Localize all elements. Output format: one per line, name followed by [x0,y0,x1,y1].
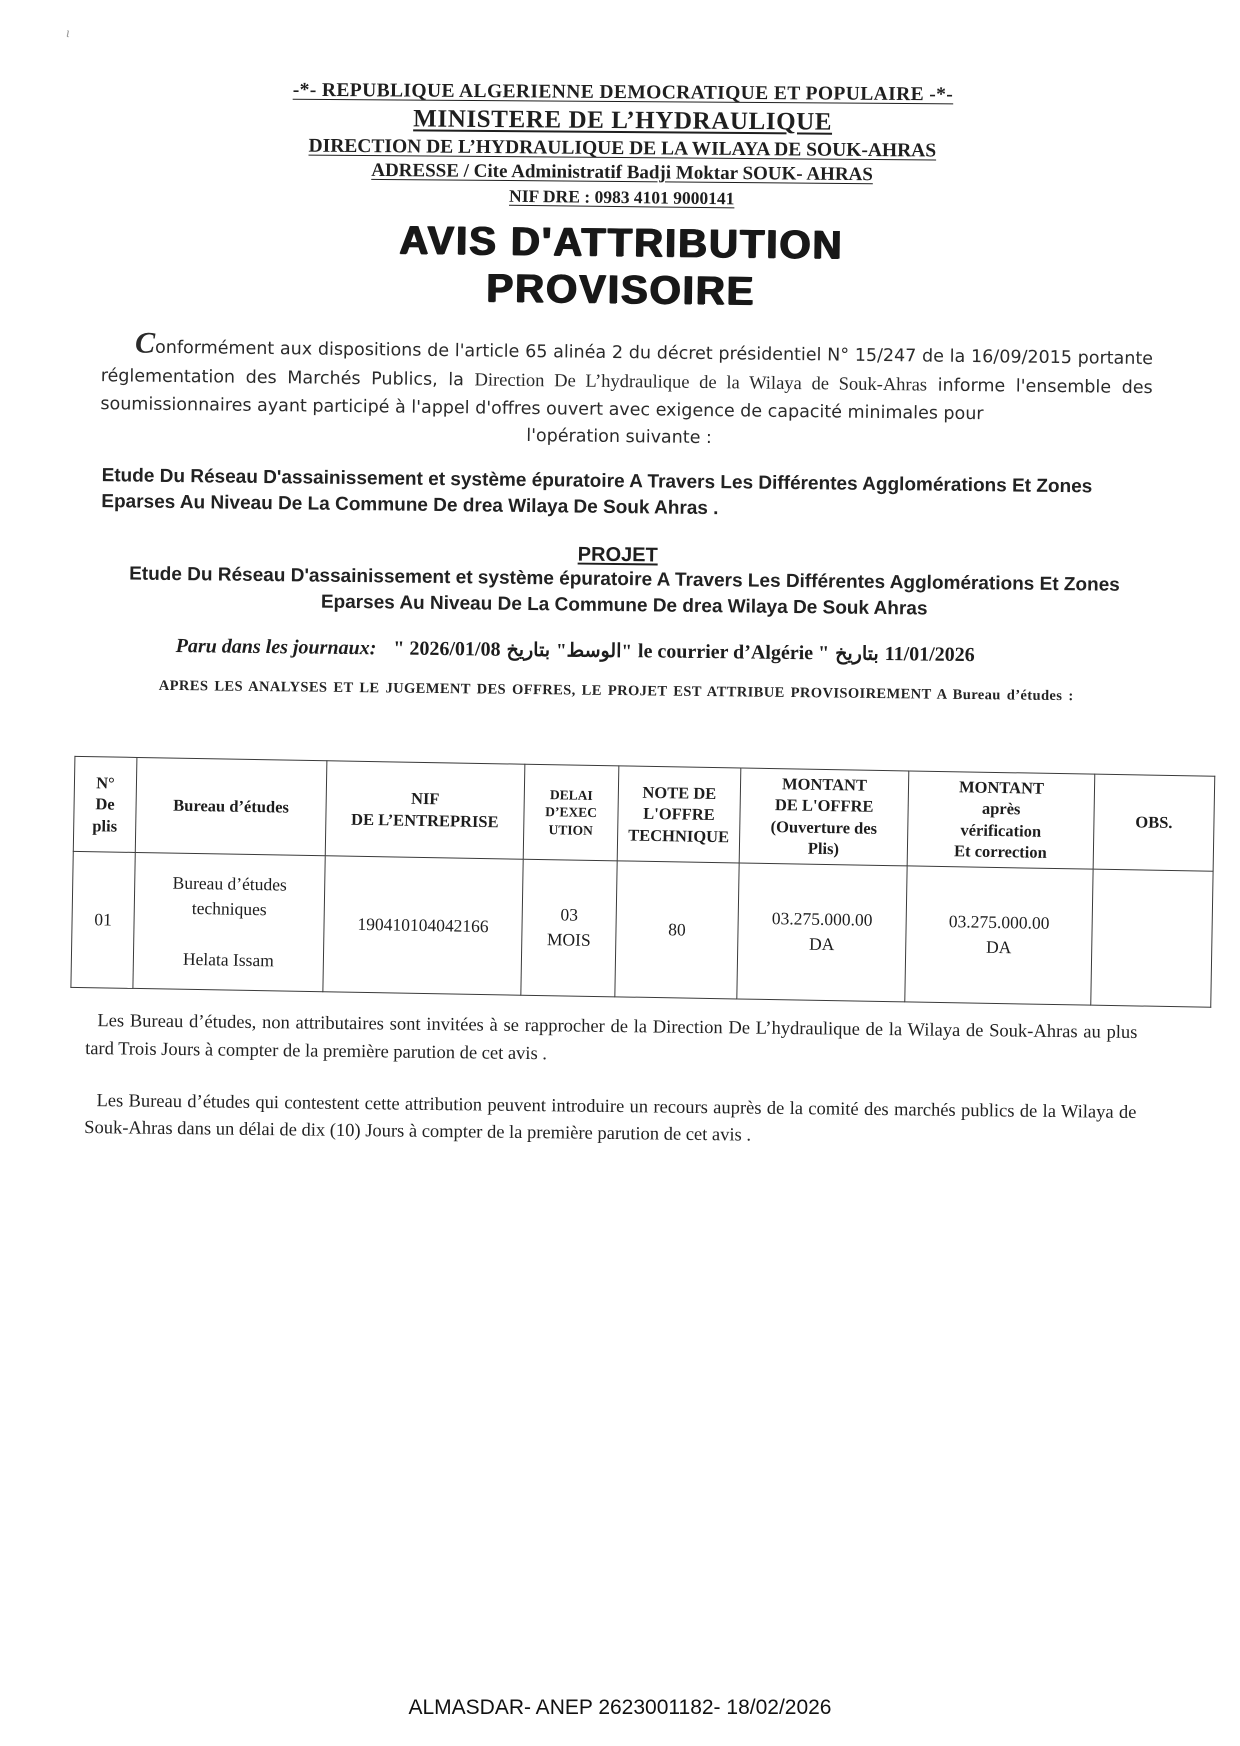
col-header-montant-offre: MONTANT DE L'OFFRE (Ouverture des Plis) [739,768,909,866]
notice-title-line2: PROVISOIRE [486,266,756,314]
cell-obs [1091,869,1213,1007]
closing-paragraph-2: Les Bureau d’études qui contestent cette attribution peuvent introduire un recours auprès de la comité des marchés publics de la Wilaya de Souk-Ahras dans un délai de dix (10) Jours à compter de la première parution de cet avis . [84,1090,1137,1146]
cell-montant-verif: 03.275.000.00 DA [905,866,1093,1005]
address-line: ADRESSE / Cite Administratif Badji Moktar SOUK- AHRAS [371,159,873,186]
attribution-statement: APRES LES ANALYSES ET LE JUGEMENT DES OFFRES, LE PROJET EST ATTRIBUE PROVISOIREMENT A Bureau d’études : [158,678,1074,705]
publication-journal-2: le courrier d’Algérie " [637,640,830,665]
anep-footer: ALMASDAR- ANEP 2623001182- 18/02/2026 [408,1696,832,1719]
cell-delai: 03 MOIS [521,859,617,997]
col-header-delai: DELAI D’EXEC UTION [523,765,619,861]
cell-bureau: Bureau d’études techniques Helata Issam [133,853,325,992]
cell-nif: 190410104042166 [323,856,523,995]
intro-last-line: l'opération suivante : [526,425,713,448]
cell-num-plis: 01 [71,851,135,988]
operation-description: Etude Du Réseau D'assainissement et système épuratoire A Travers Les Différentes Agglomérations Et Zones Eparses Au Niveau De La Commune De drea Wilaya De Souk Ahras . [101,465,1093,520]
cell-montant-offre: 03.275.000.00 DA [737,863,907,1002]
publication-arabic-bitarikh-2: بتاريخ [835,643,879,666]
intro-text-1: onformément aux dispositions de l'article 65 alinéa 2 du décret présidentiel N° 15/247 de la 16/09/2015 portante réglementation des Marchés Publics, la [100,338,1154,391]
publication-line [176,635,1158,669]
projet-heading: PROJET [577,543,658,567]
scan-artifact: ι [64,25,72,42]
nif-line: NIF DRE : 0983 4101 9000141 [509,185,735,209]
publication-arabic-alwasat: "الوسط" [555,640,633,663]
republic-heading: -*- REPUBLIQUE ALGERIENNE DEMOCRATIQUE ET POPULAIRE -*- [292,79,954,106]
col-header-obs: OBS. [1093,775,1215,872]
notice-title [80,214,1163,321]
col-header-nif: NIF DE L’ENTREPRISE [325,761,525,859]
closing-paragraph-1: Les Bureau d’études, non attributaires sont invitées à se rapprocher de la Direction De L’hydraulique de la Wilaya de Souk-Ahras au plus tard Trois Jours à compter de la première parution de cet avis . [85,1011,1138,1065]
publication-date-2: 11/01/2026 [884,643,975,667]
publication-arabic-bitarikh-1: بتاريخ [506,640,551,662]
col-header-note: NOTE DE L'OFFRE TECHNIQUE [617,766,741,863]
projet-description: Etude Du Réseau D'assainissement et système épuratoire A Travers Les Différentes Agglomérations Et Zones Eparses Au Niveau De La Commune De drea Wilaya De Souk Ahras [129,563,1120,620]
direction-heading: DIRECTION DE L’HYDRAULIQUE DE LA WILAYA DE SOUK-AHRAS [308,135,937,162]
col-header-bureau: Bureau d’études [135,758,327,856]
ministry-heading: MINISTERE DE L’HYDRAULIQUE [413,105,833,136]
notice-title-line1: AVIS D'ATTRIBUTION [399,218,844,268]
award-table [70,756,1215,1008]
publication-label: Paru dans les journaux: [175,635,377,660]
intro-paragraph [100,326,1154,431]
cell-note: 80 [615,861,739,999]
intro-dropcap: C [134,326,156,361]
col-header-montant-verif: MONTANT après vérification Et correction [907,771,1095,869]
intro-text-2: informe l'ensemble des soumissionnaires ayant participé à l'appel d'offres ouvert avec exigence de capacité minimales pour [100,375,1153,425]
table-row [71,851,1213,1007]
col-header-num-plis: N° De plis [73,757,137,853]
intro-text-serif: Direction De L’hydraulique de la Wilaya de Souk-Ahras [474,370,928,396]
publication-date-1: " 2026/01/08 [393,637,501,662]
letterhead [81,76,1164,214]
